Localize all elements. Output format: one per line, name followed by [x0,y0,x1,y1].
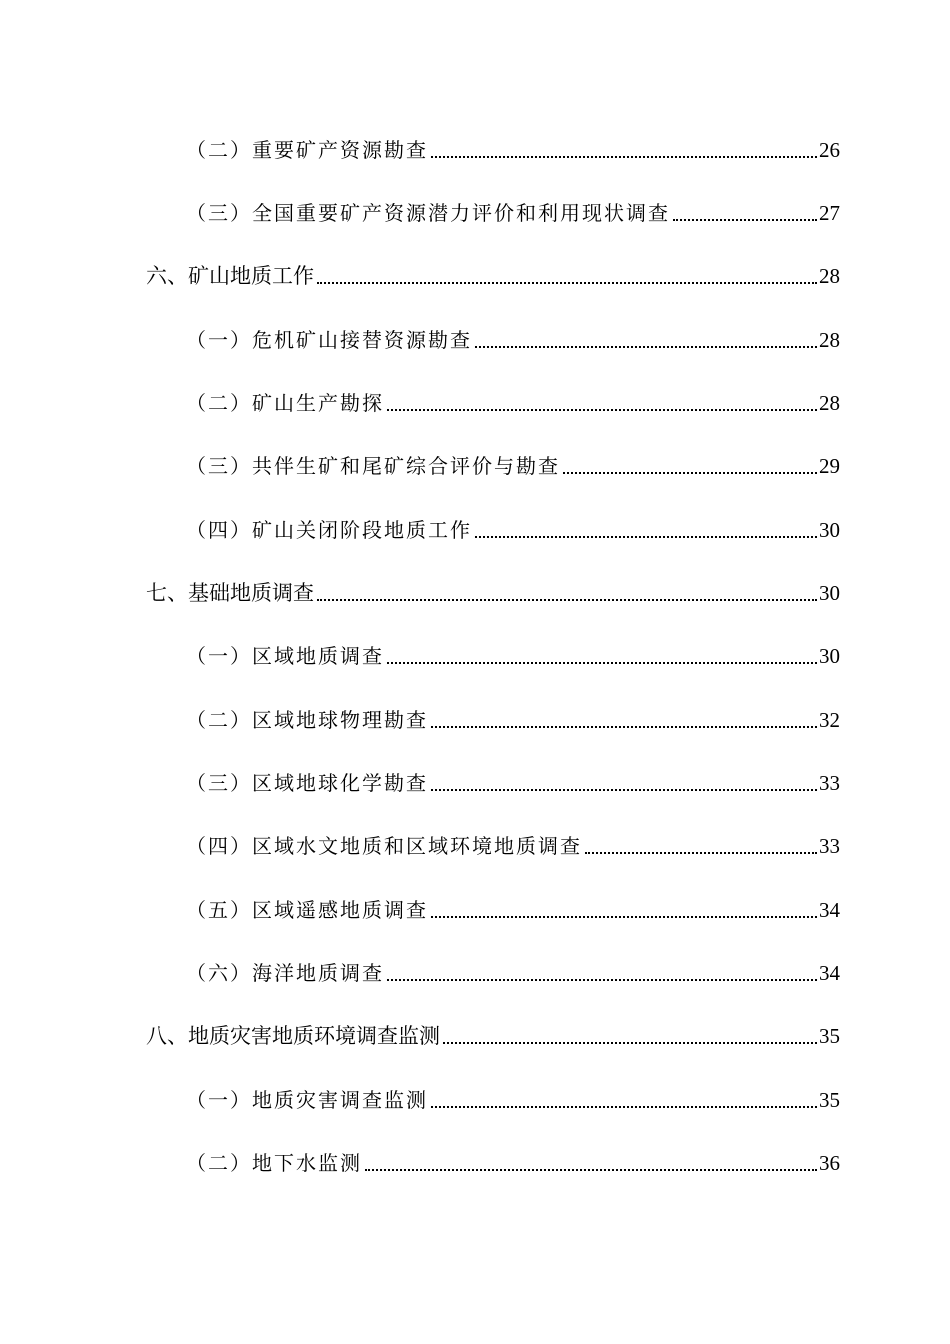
toc-entry[interactable] [186,135,840,165]
toc-entry-title: （三）共伴生矿和尾矿综合评价与勘查 [186,454,560,478]
toc-entry[interactable] [186,1085,840,1115]
toc-entry[interactable] [186,451,840,481]
dot-leader [387,958,817,988]
dot-leader [443,1021,817,1051]
toc-entry-page: 26 [819,138,840,162]
dot-leader [673,198,817,228]
toc-entry[interactable] [186,641,840,671]
toc-entry-section[interactable] [146,578,840,608]
toc-entry-title: （二）地下水监测 [186,1151,362,1175]
toc-entry[interactable] [186,1148,840,1178]
toc-entry-section[interactable] [146,261,840,291]
toc-entry-title: 七、基础地质调查 [146,581,314,605]
toc-entry[interactable] [186,388,840,418]
toc-entry-title: （三）全国重要矿产资源潜力评价和利用现状调查 [186,201,670,225]
toc-entry-page: 27 [819,201,840,225]
toc-entry-title: （五）区域遥感地质调查 [186,898,428,922]
toc-entry-page: 36 [819,1151,840,1175]
toc-entry[interactable] [186,515,840,545]
dot-leader [475,325,817,355]
toc-entry-page: 29 [819,454,840,478]
dot-leader [431,895,817,925]
toc-entry-page: 30 [819,518,840,542]
toc-entry-page: 28 [819,328,840,352]
dot-leader [431,1085,817,1115]
dot-leader [387,641,817,671]
toc-entry-page: 32 [819,708,840,732]
toc-entry-title: 八、地质灾害地质环境调查监测 [146,1024,440,1048]
toc-entry[interactable] [186,958,840,988]
dot-leader [317,261,817,291]
toc-entry-title: （四）区域水文地质和区域环境地质调查 [186,834,582,858]
dot-leader [431,135,817,165]
dot-leader [387,388,817,418]
dot-leader [365,1148,817,1178]
toc-entry-title: （四）矿山关闭阶段地质工作 [186,518,472,542]
toc-entry-page: 33 [819,834,840,858]
toc-entry-page: 34 [819,961,840,985]
toc-entry[interactable] [186,198,840,228]
toc-entry-title: 六、矿山地质工作 [146,264,314,288]
toc-entry-title: （二）重要矿产资源勘查 [186,138,428,162]
toc-entry[interactable] [186,831,840,861]
toc-entry-title: （一）危机矿山接替资源勘查 [186,328,472,352]
dot-leader [317,578,817,608]
dot-leader [563,451,817,481]
toc-entry[interactable] [186,705,840,735]
toc-entry-section[interactable] [146,1021,840,1051]
toc-entry-page: 35 [819,1088,840,1112]
toc-entry-page: 34 [819,898,840,922]
toc-entry-page: 33 [819,771,840,795]
dot-leader [475,515,817,545]
toc-entry-title: （三）区域地球化学勘查 [186,771,428,795]
toc-entry[interactable] [186,325,840,355]
dot-leader [585,831,817,861]
toc-entry-title: （一）区域地质调查 [186,644,384,668]
toc-entry-title: （一）地质灾害调查监测 [186,1088,428,1112]
toc-entry-page: 28 [819,264,840,288]
toc-entry-page: 30 [819,581,840,605]
toc-entry-title: （二）矿山生产勘探 [186,391,384,415]
toc-entry[interactable] [186,768,840,798]
toc-entry[interactable] [186,895,840,925]
toc-entry-title: （二）区域地球物理勘查 [186,708,428,732]
toc-entry-title: （六）海洋地质调查 [186,961,384,985]
toc-entry-page: 30 [819,644,840,668]
dot-leader [431,768,817,798]
dot-leader [431,705,817,735]
toc-entry-page: 35 [819,1024,840,1048]
toc-entry-page: 28 [819,391,840,415]
